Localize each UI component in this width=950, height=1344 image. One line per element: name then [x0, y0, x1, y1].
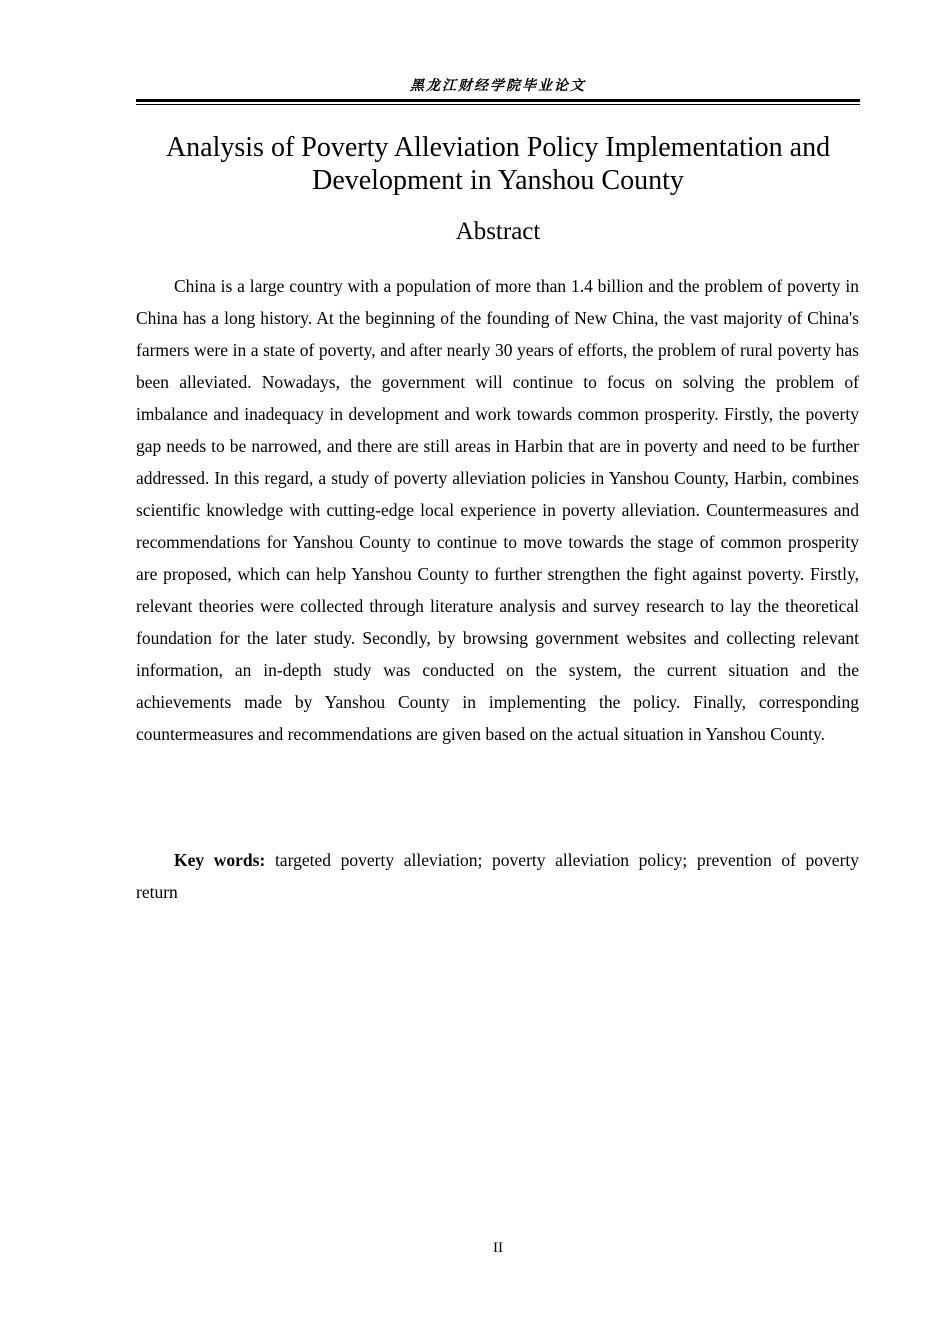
header-rule-thin — [136, 104, 860, 105]
keywords-label: Key words: — [174, 850, 266, 870]
keywords-paragraph — [136, 844, 859, 908]
page-number: II — [493, 1240, 503, 1256]
page-header: 黑龙江财经学院毕业论文 — [410, 78, 586, 94]
keywords-text: targeted poverty alleviation; poverty alleviation policy; prevention of poverty return — [136, 850, 860, 902]
abstract-body: China is a large country with a population of more than 1.4 billion and the problem of poverty in China has a long history. At the beginning of the founding of New China, the vast majority of China's farmers were in a state of poverty, and after nearly 30 years of efforts, the problem of rural poverty has been alleviated. Nowadays, the government will continue to focus on solving the problem of imbalance and inadequacy in development and work towards common prosperity. Firstly, the poverty gap needs to be narrowed, and there are still areas in Harbin that are in poverty and need to be further addressed. In this regard, a study of poverty alleviation policies in Yanshou County, Harbin, combines scientific knowledge with cutting-edge local experience in poverty alleviation. Countermeasures and recommendations for Yanshou County to continue to move towards the stage of common prosperity are proposed, which can help Yanshou County to further strengthen the fight against poverty. Firstly, relevant theories were collected through literature analysis and survey research to lay the theoretical foundation for the later study. Secondly, by browsing government websites and collecting relevant information, an in-depth study was conducted on the system, the current situation and the achievements made by Yanshou County in implementing the policy. Finally, corresponding countermeasures and recommendations are given based on the actual situation in Yanshou County. — [136, 276, 859, 744]
header-rule-thick — [136, 99, 860, 102]
abstract-heading: Abstract — [455, 218, 541, 245]
document-title: Analysis of Poverty Alleviation Policy Implementation and Development in Yanshou County — [165, 132, 831, 196]
